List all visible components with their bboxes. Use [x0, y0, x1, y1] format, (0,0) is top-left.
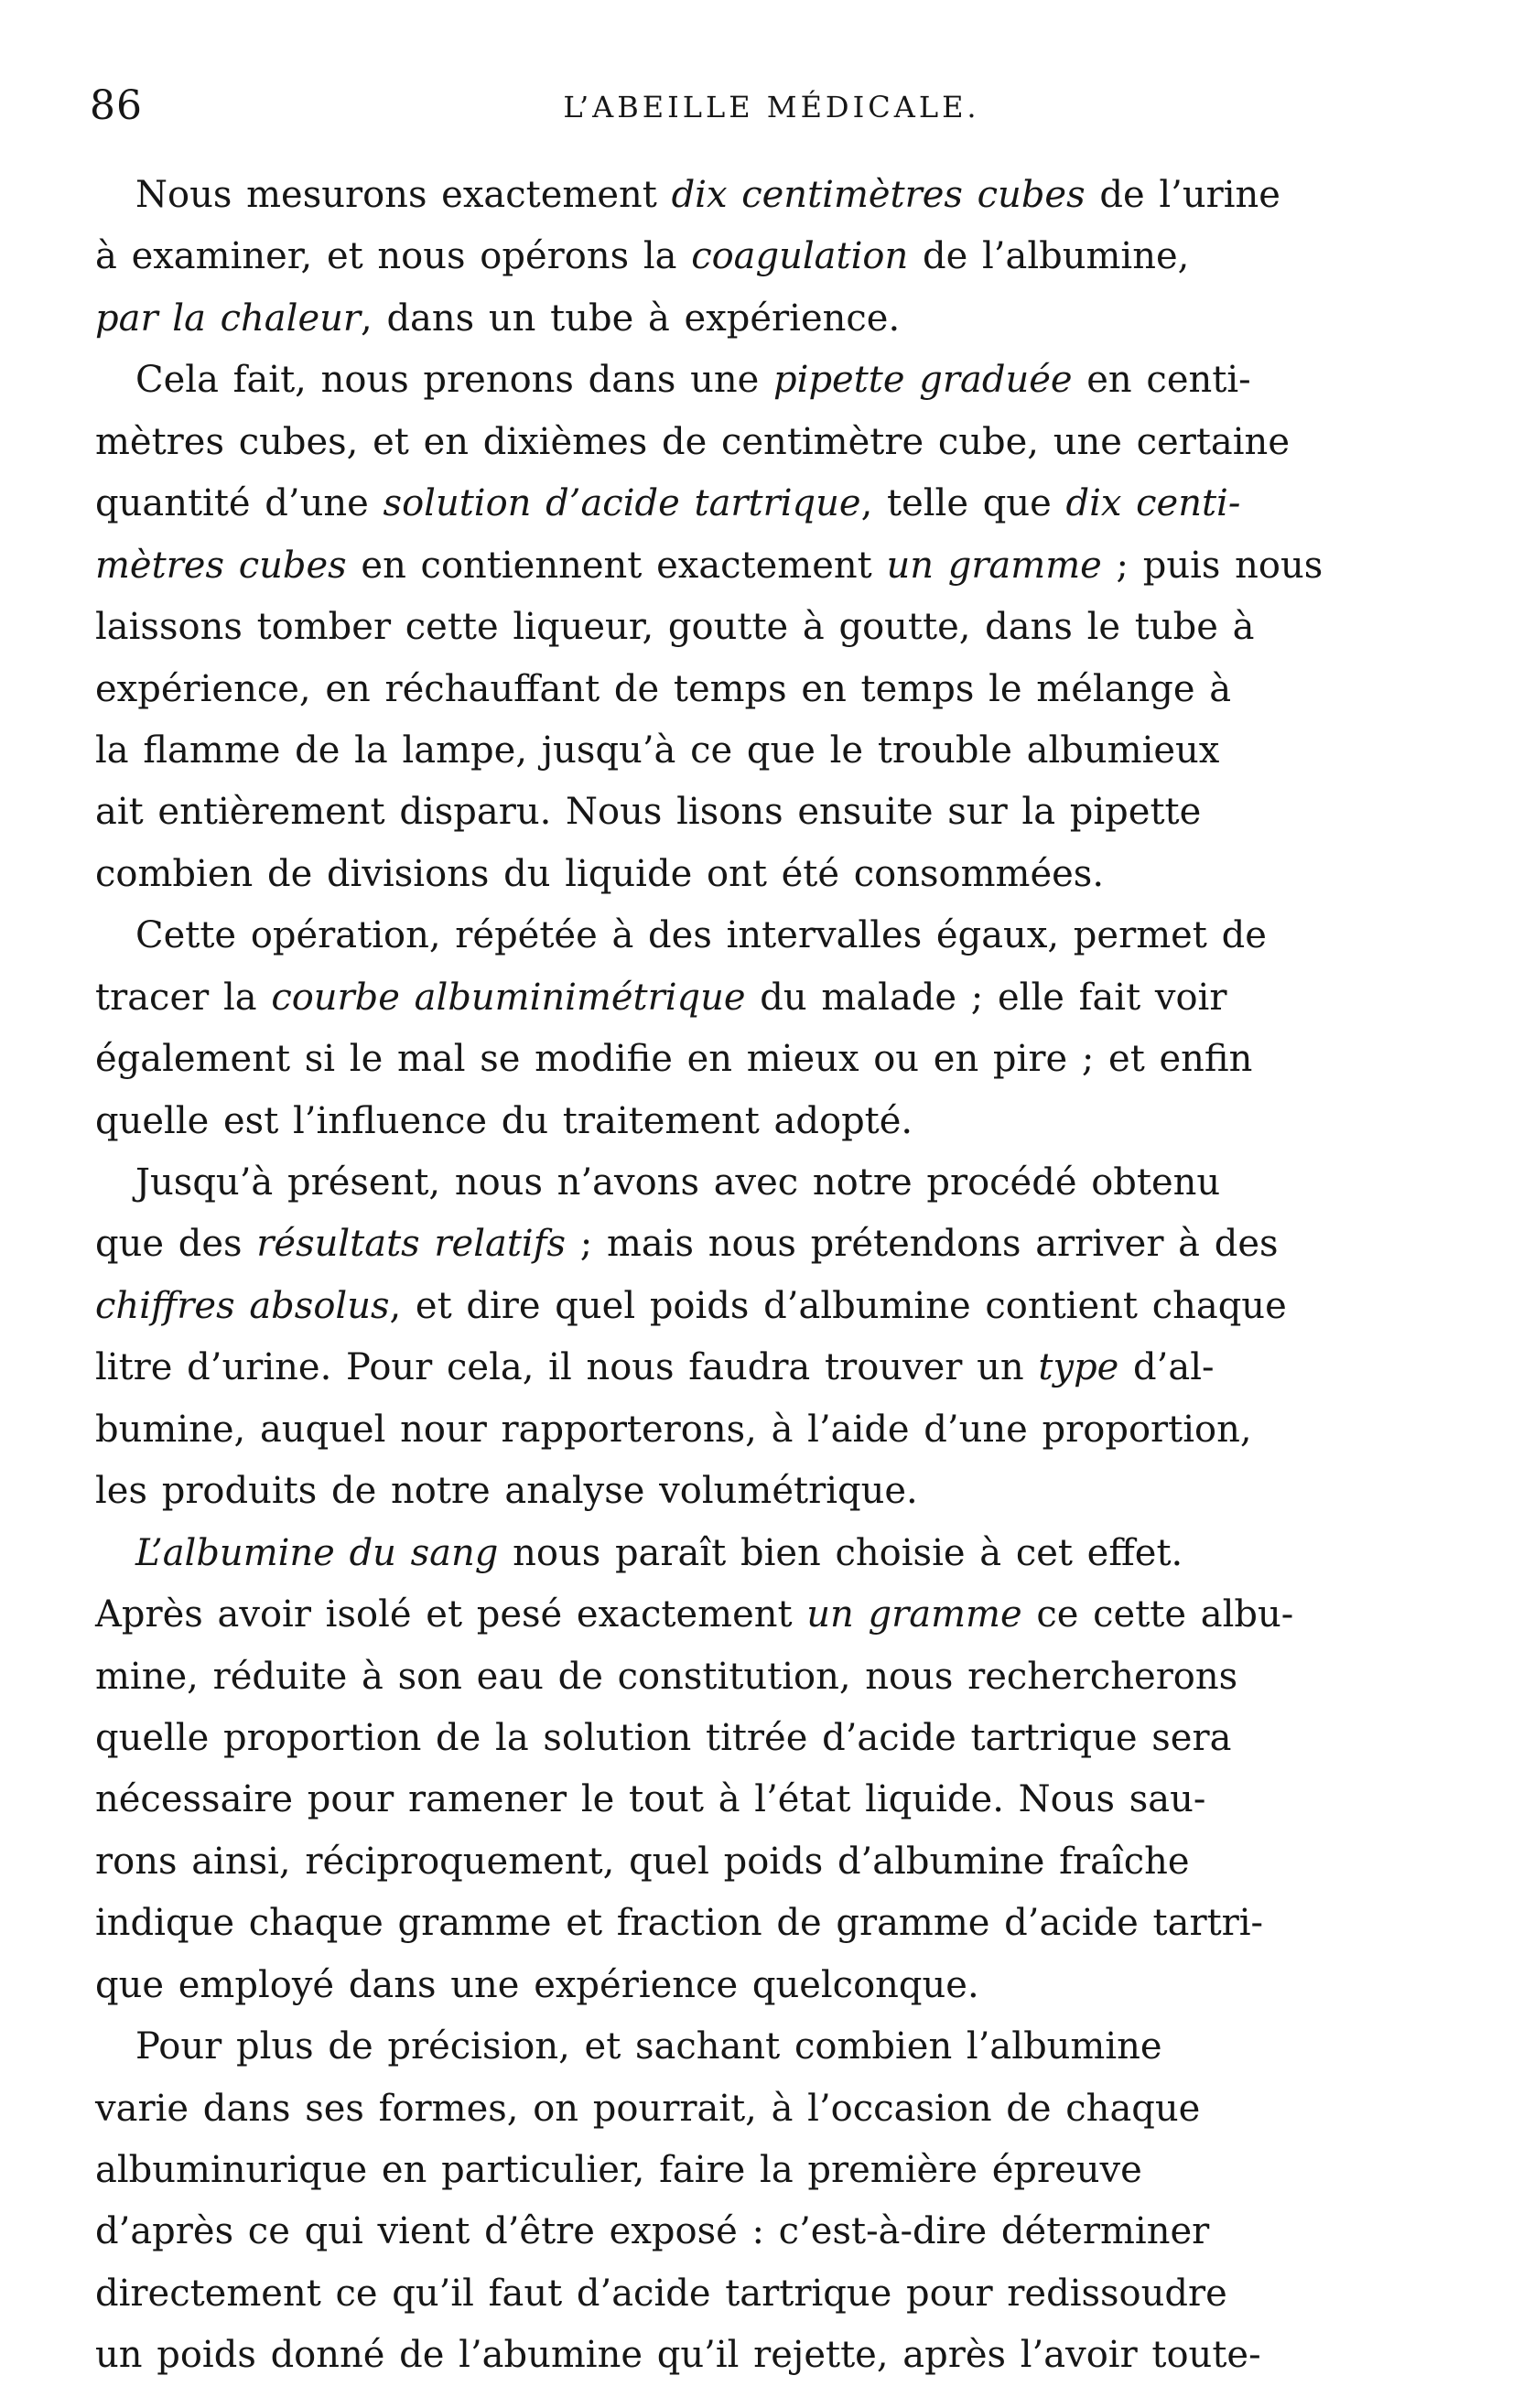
text-run: mine, réduite à son eau de constitution, nous rechercherons: [95, 1655, 1238, 1698]
text-run: indique chaque gramme et fraction de gramme d’acide tartri-: [95, 1902, 1264, 1945]
text-run: Cela fait, nous prenons dans une: [135, 359, 774, 402]
text-run: nécessaire pour ramener le tout à l’état liquide. Nous sau-: [95, 1778, 1206, 1821]
text-run: également si le mal se modifie en mieux ou en pire ; et enfin: [95, 1038, 1253, 1081]
italic-phrase: coagulation: [691, 235, 909, 278]
text-line: [95, 165, 1450, 226]
page-header: [90, 82, 1453, 137]
running-title: L’ABEILLE MÉDICALE.: [563, 90, 980, 124]
text-line: [95, 226, 1450, 287]
text-line: [95, 844, 1450, 905]
text-run: les produits de notre analyse volumétrique.: [95, 1470, 918, 1513]
text-line: [95, 597, 1450, 658]
italic-phrase: pipette graduée: [773, 359, 1073, 402]
text-run: de l’urine: [1085, 174, 1280, 216]
text-run: Après avoir isolé et pesé exactement: [95, 1593, 807, 1636]
text-run: , telle que: [860, 482, 1066, 525]
text-line: [95, 350, 1450, 411]
text-run: un poids donné de l’abumine qu’il rejette, après l’avoir toute-: [95, 2334, 1261, 2377]
text-run: Nous mesurons exactement: [135, 174, 672, 216]
text-line: [95, 905, 1450, 966]
text-line: [95, 1955, 1450, 2016]
body-text: [95, 165, 1450, 2387]
text-line: [95, 1029, 1450, 1090]
italic-phrase: courbe albuminimétrique: [271, 976, 746, 1019]
text-run: litre d’urine. Pour cela, il nous faudra trouver un: [95, 1346, 1039, 1389]
text-line: [95, 782, 1450, 843]
text-line: [95, 2325, 1450, 2386]
text-line: [95, 1647, 1450, 1708]
text-line: [95, 659, 1450, 720]
text-line: [95, 1831, 1450, 1893]
text-run: quelle proportion de la solution titrée d’acide tartrique sera: [95, 1716, 1232, 1759]
text-line: [95, 2016, 1450, 2078]
text-line: [95, 1152, 1450, 1214]
text-run: ce cette albu-: [1021, 1593, 1294, 1636]
text-run: la flamme de la lampe, jusqu’à ce que le trouble albumieux: [95, 729, 1220, 772]
text-run: ait entièrement disparu. Nous lisons ensuite sur la pipette: [95, 791, 1202, 834]
text-run: varie dans ses formes, on pourrait, à l’occasion de chaque: [95, 2087, 1201, 2130]
text-run: quantité d’une: [95, 482, 384, 525]
text-run: en contiennent exactement: [346, 544, 887, 587]
text-line: [95, 1523, 1450, 1584]
italic-phrase: dix centimètres cubes: [671, 174, 1086, 216]
text-run: que des: [95, 1223, 257, 1266]
text-line: [95, 2079, 1450, 2140]
text-run: albuminurique en particulier, faire la première épreuve: [95, 2149, 1142, 2191]
text-line: [95, 1708, 1450, 1769]
italic-phrase: un gramme: [806, 1593, 1022, 1636]
text-run: mètres cubes, et en dixièmes de centimètre cube, une certaine: [95, 420, 1290, 463]
text-run: Pour plus de précision, et sachant combien l’albumine: [135, 2025, 1162, 2068]
text-run: que employé dans une expérience quelconque.: [95, 1963, 979, 2006]
text-line: [95, 1769, 1450, 1830]
text-line: [95, 2201, 1450, 2262]
text-run: tracer la: [95, 976, 272, 1019]
italic-phrase: type: [1038, 1346, 1119, 1389]
text-run: Jusqu’à présent, nous n’avons avec notre procédé obtenu: [135, 1161, 1221, 1204]
italic-phrase: L’albumine du sang: [135, 1531, 499, 1574]
italic-phrase: un gramme: [886, 544, 1102, 587]
text-line: [95, 535, 1450, 597]
text-line: [95, 967, 1450, 1029]
italic-phrase: solution d’acide tartrique: [383, 482, 861, 525]
text-line: [95, 1893, 1450, 1954]
text-run: Cette opération, répétée à des intervalles égaux, permet de: [135, 914, 1267, 957]
text-run: du malade ; elle fait voir: [745, 976, 1227, 1019]
text-run: , dans un tube à expérience.: [361, 297, 901, 340]
italic-phrase: mètres cubes: [95, 544, 347, 587]
italic-phrase: résultats relatifs: [256, 1223, 567, 1266]
text-run: d’après ce qui vient d’être exposé : c’est-à-dire déterminer: [95, 2210, 1210, 2253]
text-run: quelle est l’influence du traitement adopté.: [95, 1099, 913, 1142]
text-line: [95, 2140, 1450, 2201]
text-run: rons ainsi, réciproquement, quel poids d’albumine fraîche: [95, 1840, 1190, 1883]
text-run: de l’albumine,: [908, 235, 1190, 278]
text-run: expérience, en réchauffant de temps en temps le mélange à: [95, 667, 1232, 710]
text-line: [95, 1337, 1450, 1398]
text-line: [95, 288, 1450, 350]
text-run: , et dire quel poids d’albumine contient chaque: [389, 1284, 1287, 1327]
text-run: laissons tomber cette liqueur, goutte à goutte, dans le tube à: [95, 606, 1255, 649]
text-line: [95, 1584, 1450, 1646]
page-number: 86: [90, 82, 143, 129]
text-run: nous paraît bien choisie à cet effet.: [498, 1531, 1183, 1574]
text-line: [95, 473, 1450, 535]
text-line: [95, 1091, 1450, 1152]
text-run: en centi-: [1072, 359, 1251, 402]
text-run: d’al-: [1118, 1346, 1215, 1389]
text-run: ; mais nous prétendons arriver à des: [566, 1223, 1279, 1266]
italic-phrase: chiffres absolus: [95, 1284, 390, 1327]
text-line: [95, 1461, 1450, 1522]
text-line: [95, 1276, 1450, 1337]
text-line: [95, 2263, 1450, 2325]
text-line: [95, 412, 1450, 473]
text-line: [95, 720, 1450, 782]
text-run: ; puis nous: [1101, 544, 1323, 587]
italic-phrase: par la chaleur: [95, 297, 362, 340]
text-run: directement ce qu’il faut d’acide tartrique pour redissoudre: [95, 2272, 1227, 2315]
text-run: bumine, auquel nour rapporterons, à l’aide d’une proportion,: [95, 1408, 1252, 1451]
text-run: combien de divisions du liquide ont été consommées.: [95, 852, 1105, 895]
text-line: [95, 1399, 1450, 1461]
italic-phrase: dix centi-: [1065, 482, 1241, 525]
text-line: [95, 1214, 1450, 1275]
text-run: à examiner, et nous opérons la: [95, 235, 692, 278]
